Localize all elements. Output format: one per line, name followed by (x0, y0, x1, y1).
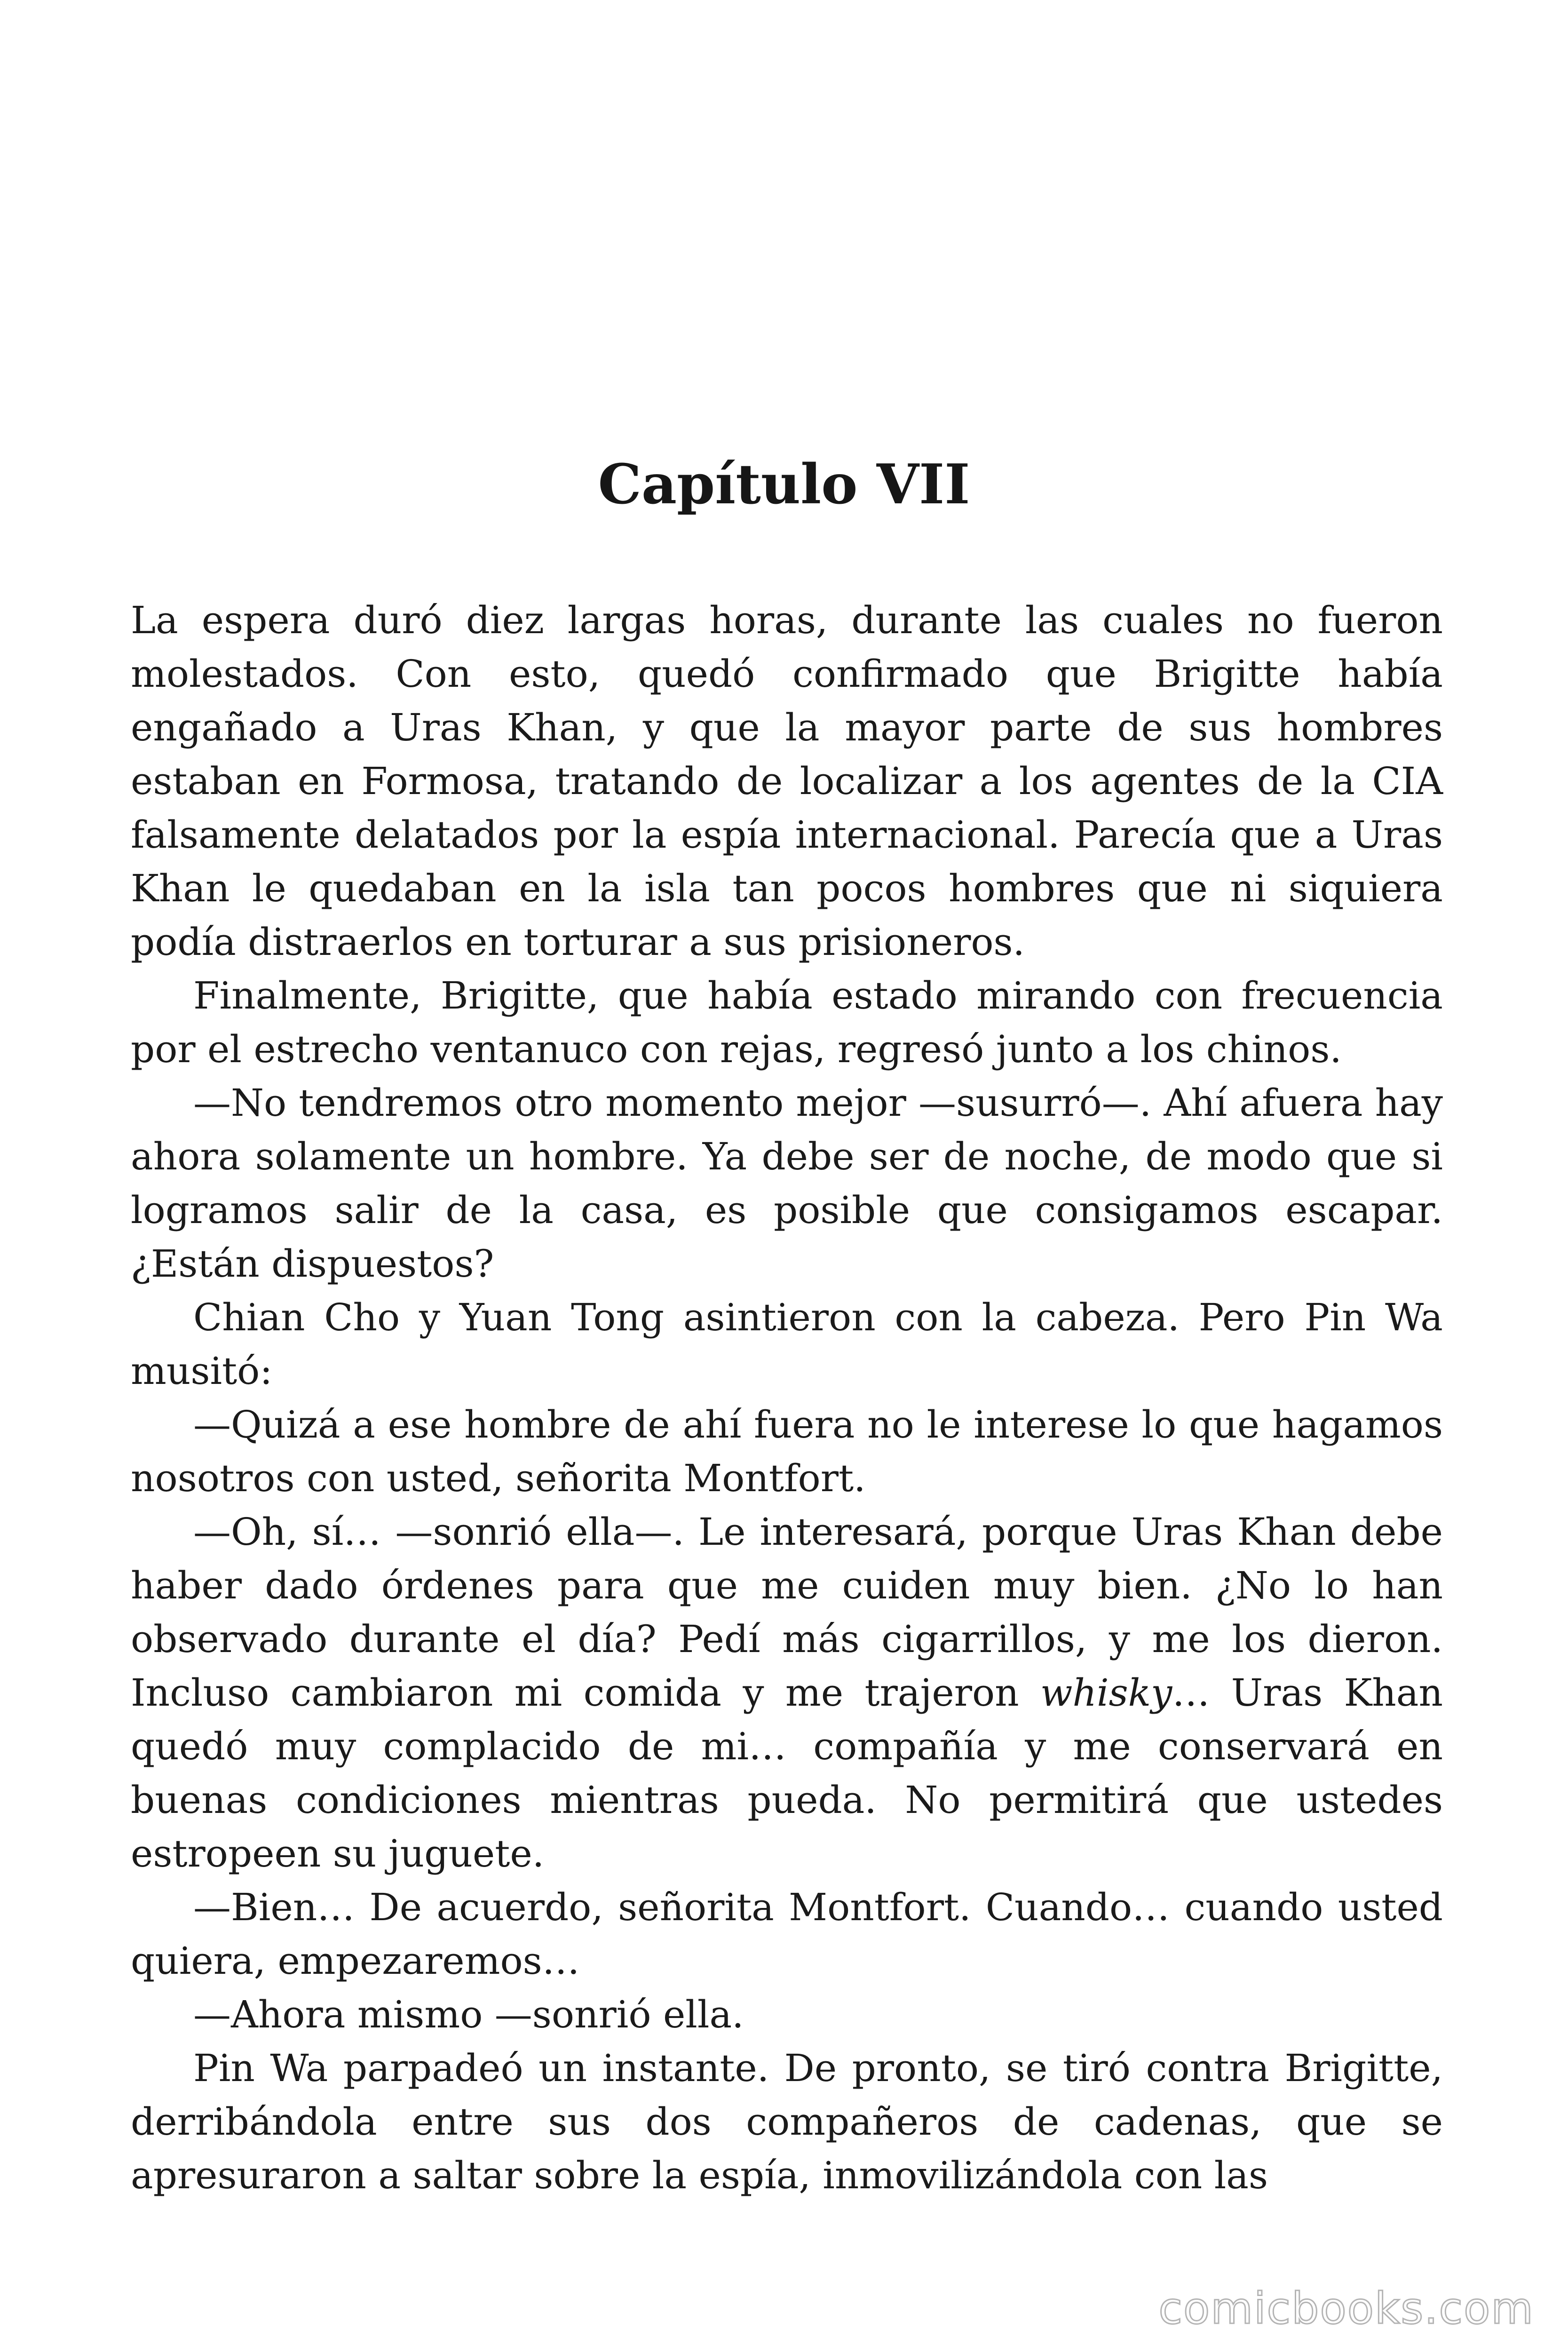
paragraph: —No tendremos otro momento mejor —susurró—. Ahí afuera hay ahora solamente un hombre. Ya debe ser de noche, de modo que si logramos salir de la casa, es posible que consigamos escapar. ¿Están dispuestos? (131, 1081, 1443, 1286)
chapter-title: Capítulo VII (598, 453, 970, 516)
paragraph: Finalmente, Brigitte, que había estado mirando con frecuencia por el estrecho ventanuco con rejas, regresó junto a los chinos. (131, 974, 1443, 1071)
watermark: comicbooks.com (1158, 2283, 1534, 2334)
paragraph: La espera duró diez largas horas, durante las cuales no fueron molestados. Con esto, quedó confirmado que Brigitte había engañado a Uras Khan, y que la mayor parte de sus hombres estaban en Formosa, tratando de localizar a los agentes de la CIA falsamente delatados por la espía internacional. Parecía que a Uras Khan le quedaban en la isla tan pocos hombres que ni siquiera podía distraerlos en torturar a sus prisioneros. (131, 598, 1443, 964)
chapter-body (131, 594, 1443, 2202)
paragraph: —Ahora mismo —sonrió ella. (193, 1993, 744, 2036)
paragraph: —Bien… De acuerdo, señorita Montfort. Cuando… cuando usted quiera, empezaremos… (131, 1885, 1443, 1983)
paragraph-text: —Oh, sí… —sonrió ella—. Le interesará, porque Uras Khan debe haber dado órdenes para que me cuiden muy bien. ¿No lo han observado durante el día? Pedí más cigarrillos, y me los dieron. Incluso cambiaron mi comida y me trajeron (131, 1510, 1443, 1715)
paragraph (131, 1505, 1443, 1881)
paragraph: Chian Cho y Yuan Tong asintieron con la cabeza. Pero Pin Wa musitó: (131, 1295, 1443, 1393)
paragraph: Pin Wa parpadeó un instante. De pronto, se tiró contra Brigitte, derribándola entre sus dos compañeros de cadenas, que se apresuraron a saltar sobre la espía, inmovilizándola con las (131, 2046, 1443, 2197)
italic-word: whisky (1040, 1671, 1172, 1715)
paragraph-text: … Uras Khan quedó muy complacido de mi… compañía y me conservará en buenas condiciones mientras pueda. No permitirá que ustedes estropeen su juguete. (131, 1671, 1443, 1875)
paragraph: —Quizá a ese hombre de ahí fuera no le interese lo que hagamos nosotros con usted, señorita Montfort. (131, 1403, 1443, 1500)
